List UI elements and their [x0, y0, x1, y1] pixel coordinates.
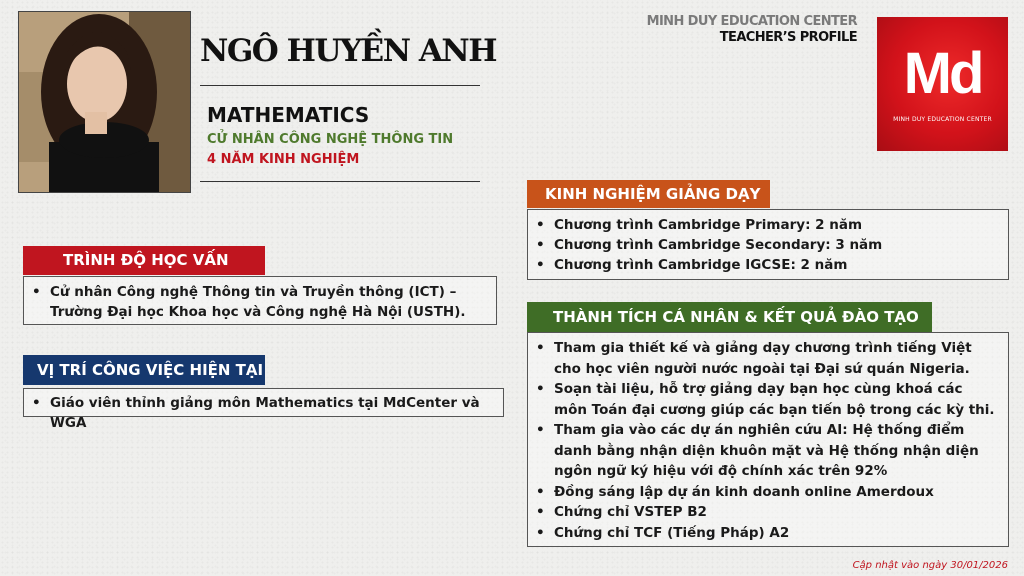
- education-list: [24, 282, 488, 322]
- list-item: • Chương trình Cambridge Secondary: 3 năm: [528, 235, 1000, 255]
- achievements-list: [528, 338, 1000, 543]
- current-job-list: [24, 393, 495, 433]
- teaching-experience-list: [528, 215, 1000, 275]
- headline-divider: [200, 181, 480, 182]
- updated-date: Cập nhật vào ngày 30/01/2026: [852, 560, 1008, 571]
- education-box: [23, 276, 497, 325]
- education-heading: TRÌNH ĐỘ HỌC VẤN: [23, 246, 265, 275]
- list-item: • Chương trình Cambridge Primary: 2 năm: [528, 215, 1000, 235]
- list-item: • Tham gia vào các dự án nghiên cứu AI: Hệ thống điểm danh bằng nhận diện khuôn mặt và Hệ thống nhận diện ngôn ngữ ký hiệu với độ chính xác trên 92%: [528, 420, 1000, 482]
- list-item: • Soạn tài liệu, hỗ trợ giảng dạy bạn học cùng khoá các môn Toán đại cương giúp các bạn tiến bộ trong các kỳ thi.: [528, 379, 1000, 420]
- list-item: • Tham gia thiết kế và giảng dạy chương trình tiếng Việt cho học viên người nước ngoài tại Đại sứ quán Nigeria.: [528, 338, 1000, 379]
- teacher-degree: CỬ NHÂN CÔNG NGHỆ THÔNG TIN: [207, 132, 454, 147]
- logo-mark: Md: [903, 41, 982, 106]
- current-job-heading: VỊ TRÍ CÔNG VIỆC HIỆN TẠI: [23, 355, 265, 385]
- portrait-illustration: [19, 12, 190, 192]
- list-item: • Chương trình Cambridge IGCSE: 2 năm: [528, 255, 1000, 275]
- teacher-name: NGÔ HUYỀN ANH: [200, 33, 496, 69]
- achievements-heading: THÀNH TÍCH CÁ NHÂN & KẾT QUẢ ĐÀO TẠO: [527, 302, 932, 332]
- list-item: • Đồng sáng lập dự án kinh doanh online Amerdoux: [528, 482, 1000, 503]
- teaching-experience-box: [527, 209, 1009, 280]
- center-logo: [877, 17, 1008, 151]
- list-item: • Chứng chỉ TCF (Tiếng Pháp) A2: [528, 523, 1000, 544]
- teacher-subject: MATHEMATICS: [207, 103, 370, 127]
- logo-subtext: MINH DUY EDUCATION CENTER: [893, 116, 992, 123]
- current-job-box: [23, 388, 504, 431]
- list-item: • Chứng chỉ VSTEP B2: [528, 502, 1000, 523]
- profile-label: TEACHER’S PROFILE: [719, 30, 857, 45]
- achievements-box: [527, 332, 1009, 547]
- teacher-experience: 4 NĂM KINH NGHIỆM: [207, 152, 360, 167]
- teacher-portrait: [18, 11, 191, 193]
- name-divider: [200, 85, 480, 86]
- list-item: • Cử nhân Công nghệ Thông tin và Truyền thông (ICT) – Trường Đại học Khoa học và Công nghệ Hà Nội (USTH).: [24, 282, 488, 322]
- center-name: MINH DUY EDUCATION CENTER: [646, 14, 857, 29]
- list-item: • Giáo viên thỉnh giảng môn Mathematics tại MdCenter và WGA: [24, 393, 495, 433]
- teaching-experience-heading: KINH NGHIỆM GIẢNG DẠY: [527, 180, 770, 208]
